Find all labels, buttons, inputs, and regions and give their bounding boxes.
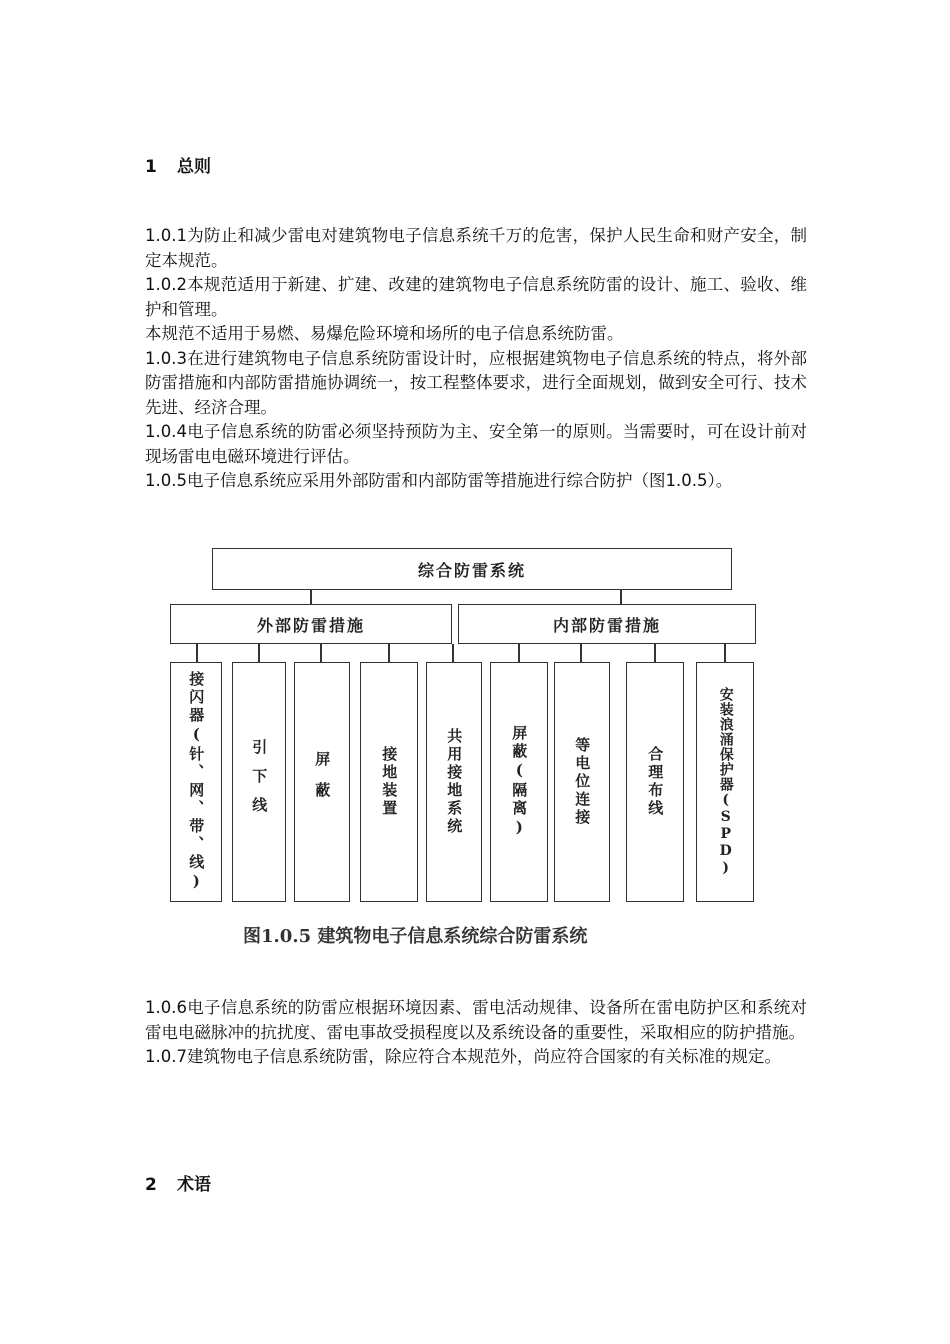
leaf-shielding: 屏蔽 — [294, 662, 350, 902]
clause-1-0-1: 1.0.1为防止和减少雷电对建筑物电子信息系统千万的危害，保护人民生命和财产安全，制定本规范。 — [145, 226, 807, 270]
paragraph-block-a — [145, 224, 807, 494]
clause-1-0-3: 1.0.3在进行建筑物电子信息系统防雷设计时，应根据建筑物电子信息系统的特点，将外部防雷措施和内部防雷措施协调统一，按工程整体要求，进行全面规划，做到安全可行、技术先进、经济合理。 — [145, 348, 807, 417]
section-1-heading — [145, 152, 211, 177]
clause-1-0-7: 1.0.7建筑物电子信息系统防雷，除应符合本规范外，尚应符合国家的有关标准的规定。 — [145, 1047, 781, 1066]
leaf-equipotential-bonding: 等电位连接 — [554, 662, 610, 902]
leaf-shielding-isolation: 屏蔽(隔离) — [490, 662, 548, 902]
connector — [580, 644, 582, 662]
section-2-heading — [145, 1170, 211, 1195]
connector — [518, 644, 520, 662]
connector — [196, 644, 198, 662]
figure-caption: 图1.0.5 建筑物电子信息系统综合防雷系统 — [243, 926, 588, 947]
leaf-common-earthing: 共用接地系统 — [426, 662, 482, 902]
section-number: 1 — [145, 157, 157, 177]
connector — [452, 644, 454, 662]
internal-measures-box: 内部防雷措施 — [458, 604, 756, 644]
section-title: 总则 — [177, 157, 211, 177]
leaf-air-terminal: 接闪器(针、网、带、线) — [170, 662, 222, 902]
clause-1-0-4: 1.0.4电子信息系统的防雷必须坚持预防为主、安全第一的原则。当需要时，可在设计前对现场雷电电磁环境进行评估。 — [145, 422, 807, 466]
connector — [320, 644, 322, 662]
clause-1-0-5: 1.0.5电子信息系统应采用外部防雷和内部防雷等措施进行综合防护（图1.0.5）。 — [145, 471, 733, 490]
connector — [310, 590, 312, 604]
connector — [654, 644, 656, 662]
leaf-earthing-device: 接地装置 — [360, 662, 418, 902]
lightning-protection-diagram — [160, 540, 770, 960]
leaf-reasonable-wiring: 合理布线 — [626, 662, 684, 902]
connector — [724, 644, 726, 662]
section-title: 术语 — [177, 1175, 211, 1195]
clause-1-0-2: 1.0.2本规范适用于新建、扩建、改建的建筑物电子信息系统防雷的设计、施工、验收、维护和管理。 — [145, 275, 807, 319]
paragraph-block-b — [145, 996, 807, 1070]
connector — [258, 644, 260, 662]
root-box: 综合防雷系统 — [212, 548, 732, 590]
leaf-spd: 安装浪涌保护器(SPD) — [696, 662, 754, 902]
clause-1-0-6: 1.0.6电子信息系统的防雷应根据环境因素、雷电活动规律、设备所在雷电防护区和系统对雷电电磁脉冲的抗扰度、雷电事故受损程度以及系统设备的重要性，采取相应的防护措施。 — [145, 998, 807, 1042]
connector — [388, 644, 390, 662]
section-number: 2 — [145, 1175, 157, 1195]
external-measures-box: 外部防雷措施 — [170, 604, 452, 644]
connector — [620, 590, 622, 604]
leaf-down-conductor: 引下线 — [232, 662, 286, 902]
clause-1-0-2-note: 本规范不适用于易燃、易爆危险环境和场所的电子信息系统防雷。 — [145, 324, 624, 343]
